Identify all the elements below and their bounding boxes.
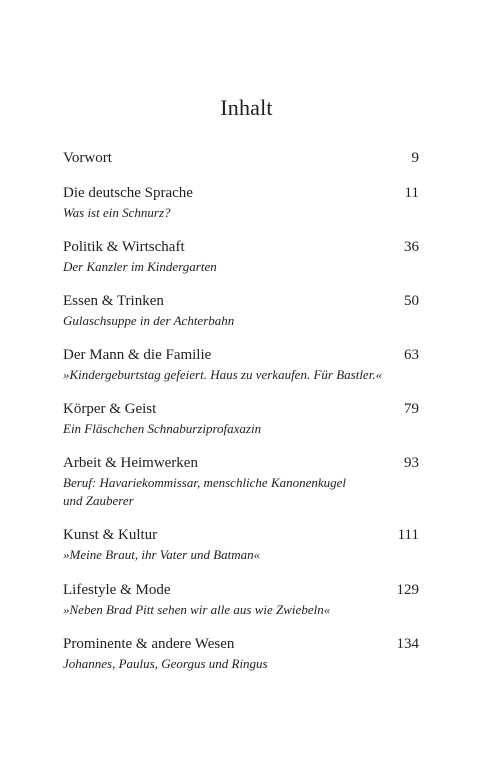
toc-entry-subtitle: »Kindergeburtstag gefeiert. Haus zu verkaufen. Für Bastler.« [63, 367, 383, 382]
toc-entry-prominente-andere-wesen[interactable] [63, 634, 419, 673]
toc-entry-subtitle: Johannes, Paulus, Georgus und Ringus [63, 656, 268, 671]
toc-entry-kunst-kultur[interactable] [63, 525, 419, 564]
toc-entry-row [63, 148, 419, 168]
toc-entry-page: 79 [404, 401, 419, 417]
toc-entry-row [63, 525, 419, 545]
toc-entry-page: 129 [396, 582, 419, 598]
toc-entry-row [63, 580, 419, 600]
toc-entry-page: 50 [404, 293, 419, 309]
toc-entry-row [63, 453, 419, 473]
toc-entry-row [63, 399, 419, 419]
toc-entry-page: 36 [404, 239, 419, 255]
toc-entry-row [63, 237, 419, 257]
toc-entry-subtitle: »Meine Braut, ihr Vater und Batman« [63, 547, 261, 562]
toc-entry-page: 63 [404, 347, 419, 363]
toc-entry-title: Vorwort [63, 150, 112, 166]
toc-entry-page: 111 [397, 527, 419, 543]
toc-entry-subtitle: Der Kanzler im Kindergarten [63, 259, 217, 274]
toc-entry-title: Politik & Wirtschaft [63, 239, 185, 255]
toc-entry-title: Prominente & andere Wesen [63, 636, 235, 652]
toc-entry-row [63, 345, 419, 365]
toc-entry-subtitle: Gulaschsuppe in der Achterbahn [63, 313, 235, 328]
toc-entry-title: Lifestyle & Mode [63, 582, 171, 598]
toc-entry-politik-wirtschaft[interactable] [63, 237, 419, 276]
toc-entry-row [63, 291, 419, 311]
toc-entry-page: 9 [411, 150, 419, 166]
toc-entry-title: Essen & Trinken [63, 293, 164, 309]
toc-entry-lifestyle-mode[interactable] [63, 580, 419, 619]
toc-entry-essen-trinken[interactable] [63, 291, 419, 330]
toc-entry-title: Arbeit & Heimwerken [63, 455, 198, 471]
toc-entry-page: 11 [404, 185, 419, 201]
toc-entry-subtitle: »Neben Brad Pitt sehen wir alle aus wie Zwiebeln« [63, 602, 331, 617]
toc-entry-title: Körper & Geist [63, 401, 157, 417]
toc-entry-title: Kunst & Kultur [63, 527, 158, 543]
toc-entry-arbeit-heimwerken[interactable] [63, 453, 419, 510]
page-title: Inhalt [220, 95, 273, 120]
toc-entry-koerper-geist[interactable] [63, 399, 419, 438]
toc-entry-title: Der Mann & die Familie [63, 347, 212, 363]
toc-entry-die-deutsche-sprache[interactable] [63, 183, 419, 222]
toc-entry-subtitle: Beruf: Havariekommissar, menschliche Kanonenkugel und Zauberer [63, 475, 347, 508]
toc-entry-vorwort[interactable] [63, 148, 419, 168]
toc-entry-row [63, 634, 419, 654]
toc-entry-subtitle: Ein Fläschchen Schnaburziprofaxazin [63, 421, 262, 436]
toc-entry-page: 93 [404, 455, 419, 471]
toc-entry-title: Die deutsche Sprache [63, 185, 193, 201]
toc-entry-row [63, 183, 419, 203]
toc-entry-der-mann-die-familie[interactable] [63, 345, 419, 384]
toc-entry-page: 134 [396, 636, 419, 652]
toc-entry-subtitle: Was ist ein Schnurz? [63, 205, 171, 220]
